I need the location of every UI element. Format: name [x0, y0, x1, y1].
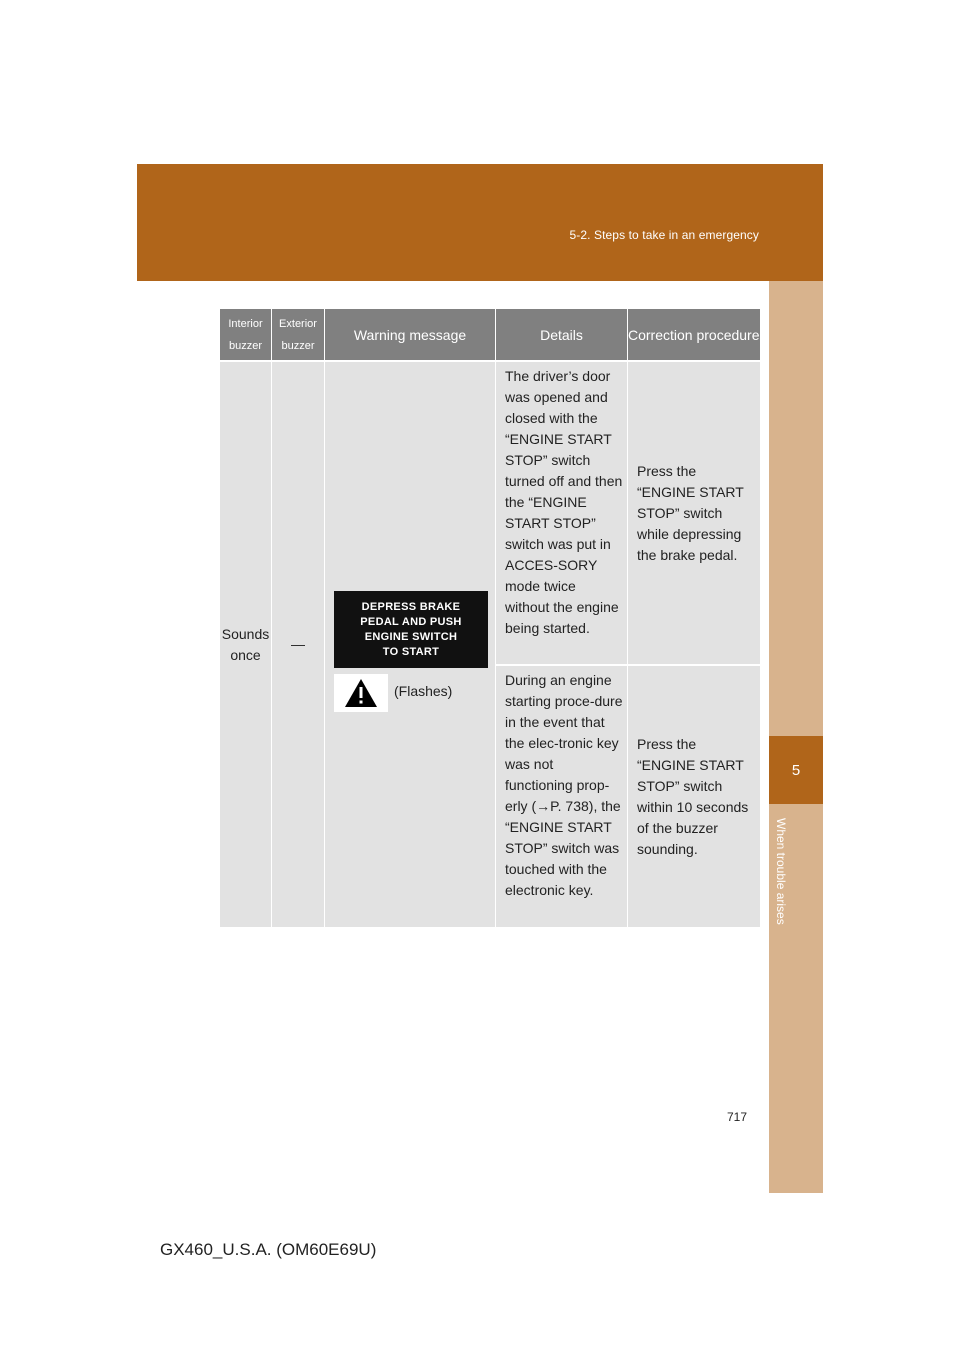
flashes-label: (Flashes) — [394, 683, 453, 699]
warning-triangle-icon — [334, 674, 388, 712]
display-message-image — [334, 591, 488, 668]
header-details: Details — [496, 309, 628, 361]
header-exterior-buzzer: Exterior buzzer — [272, 309, 325, 361]
correction-cell: Press the “ENGINE START STOP” switch within 10 seconds of the buzzer sounding. — [628, 665, 760, 927]
header-band — [137, 164, 823, 281]
chapter-label: When trouble arises — [774, 818, 788, 925]
document-code: GX460_U.S.A. (OM60E69U) — [160, 1240, 377, 1259]
chapter-number[interactable]: 5 — [769, 736, 823, 804]
warning-table — [219, 309, 760, 927]
section-title: 5-2. Steps to take in an emergency — [569, 228, 759, 242]
details-cell: During an engine starting proce-dure in the event that the elec-tronic key was not functioning prop-erly (→P. 738), the “ENGINE START STOP” switch was touched with the electronic key. — [496, 665, 628, 927]
correction-cell: Press the “ENGINE START STOP” switch while depressing the brake pedal. — [628, 361, 760, 665]
exterior-buzzer-cell: — — [272, 361, 325, 927]
table-header-row — [220, 309, 760, 361]
interior-buzzer-cell: Sounds once — [220, 361, 272, 927]
display-line: ENGINE SWITCH — [364, 630, 458, 643]
header-interior-buzzer: Interior buzzer — [220, 309, 272, 361]
warning-message-cell — [325, 361, 496, 927]
display-line: PEDAL AND PUSH — [360, 615, 462, 628]
display-line: DEPRESS BRAKE — [361, 600, 461, 613]
header-correction-procedure: Correction procedure — [628, 309, 760, 361]
page-number: 717 — [727, 1110, 748, 1124]
header-warning-message: Warning message — [325, 309, 496, 361]
details-cell: The driver’s door was opened and closed with the “ENGINE START STOP” switch turned off and then the “ENGINE START STOP” switch was put in ACCES-SORY mode twice without the engine being started. — [496, 361, 628, 665]
display-line: TO START — [382, 645, 440, 658]
table-row — [220, 361, 760, 665]
